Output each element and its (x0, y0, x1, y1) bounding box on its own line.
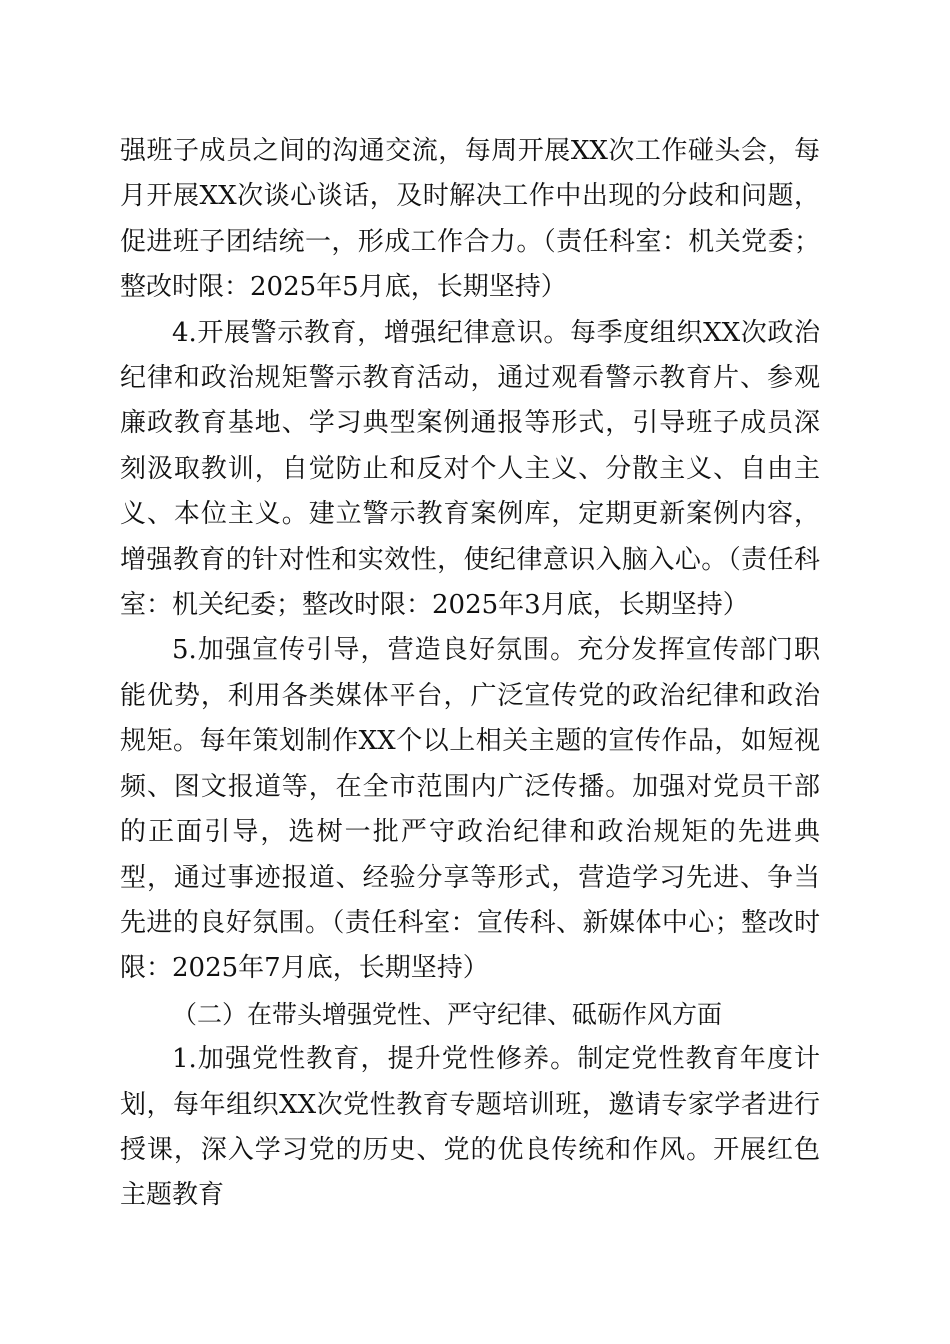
paragraph-item-1: 1.加强党性教育，提升党性修养。制定党性教育年度计划，每年组织XX次党性教育专题培训班，邀请专家学者进行授课，深入学习党的历史、党的优良传统和作风。开展红色主题教育 (120, 1044, 820, 1211)
section-heading: （二）在带头增强党性、严守纪律、砥砺作风方面 (172, 999, 723, 1029)
paragraph-continued: 强班子成员之间的沟通交流，每周开展XX次工作碰头会，每月开展XX次谈心谈话，及时解决工作中出现的分歧和问题，促进班子团结统一，形成工作合力。（责任科室：机关党委；整改时限：2025年5月底，长期坚持） (120, 136, 820, 303)
paragraph-item-4: 4.开展警示教育，增强纪律意识。每季度组织XX次政治纪律和政治规矩警示教育活动，通过观看警示教育片、参观廉政教育基地、学习典型案例通报等形式，引导班子成员深刻汲取教训，自觉防止和反对个人主义、分散主义、自由主义、本位主义。建立警示教育案例库，定期更新案例内容，增强教育的针对性和实效性，使纪律意识入脑入心。（责任科室：机关纪委；整改时限：2025年3月底，长期坚持） (120, 317, 820, 621)
paragraph-item-5: 5.加强宣传引导，营造良好氛围。充分发挥宣传部门职能优势，利用各类媒体平台，广泛宣传党的政治纪律和政治规矩。每年策划制作XX个以上相关主题的宣传作品，如短视频、图文报道等，在全市范围内广泛传播。加强对党员干部的正面引导，选树一批严守政治纪律和政治规矩的先进典型，通过事迹报道、经验分享等形式，营造学习先进、争当先进的良好氛围。（责任科室：宣传科、新媒体中心；整改时限：2025年7月底，长期坚持） (120, 635, 820, 984)
document-body (120, 129, 820, 1219)
